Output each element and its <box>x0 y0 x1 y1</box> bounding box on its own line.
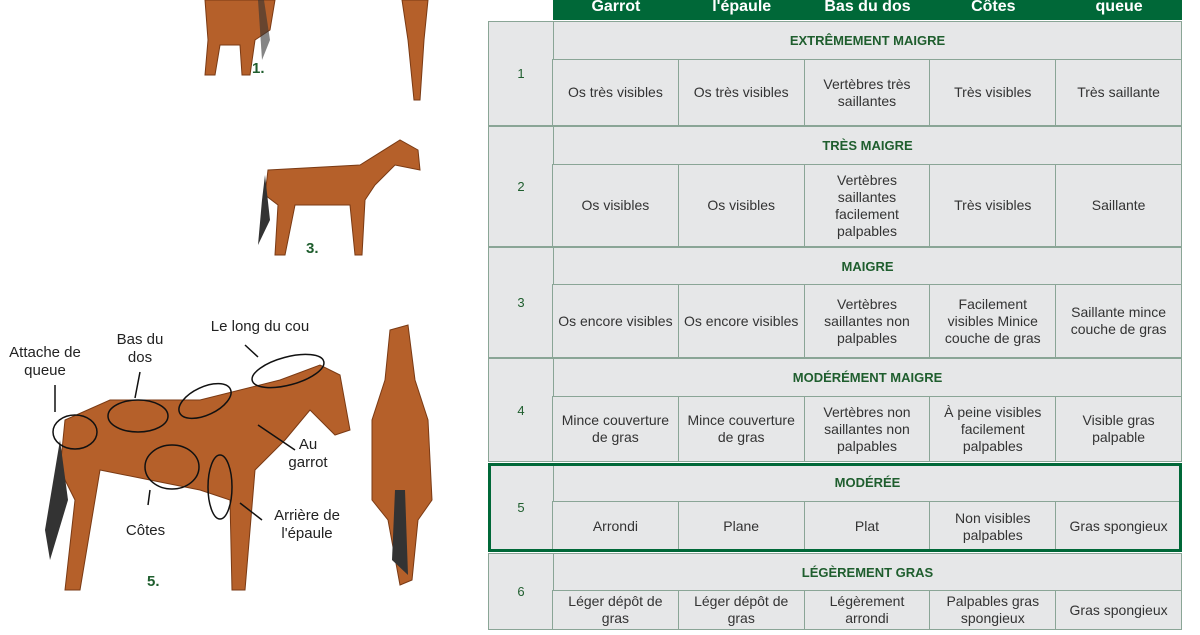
table-cell: Visible gras palpable <box>1055 396 1182 462</box>
table-cell: Léger dépôt de gras <box>552 590 679 630</box>
score-number: 5 <box>488 463 554 552</box>
table-row <box>553 164 1182 247</box>
score-number: 3 <box>488 247 554 358</box>
score-number: 2 <box>488 126 554 247</box>
score-number: 6 <box>488 553 554 630</box>
horse-3-side <box>265 140 420 255</box>
score-title: TRÈS MAIGRE <box>553 126 1182 165</box>
horse-illustrations <box>0 0 480 630</box>
table-cell: Vertèbres non saillantes non palpables <box>804 396 931 462</box>
table-cell: Os encore visibles <box>678 284 805 358</box>
table-cell: Gras spongieux <box>1055 501 1182 552</box>
table-row <box>553 284 1182 358</box>
table-cell: Légèrement arrondi <box>804 590 931 630</box>
horse-drawings <box>0 0 480 630</box>
table-cell: Vertèbres saillantes facilement palpables <box>804 164 931 247</box>
score-number: 4 <box>488 358 554 462</box>
score-title: MAIGRE <box>553 247 1182 285</box>
score-title: MODÉRÉMENT MAIGRE <box>553 358 1182 397</box>
table-row <box>553 590 1182 630</box>
score-title: EXTRÊMEMENT MAIGRE <box>553 21 1182 60</box>
table-cell: Très visibles <box>929 59 1056 126</box>
table-cell: Plat <box>804 501 931 552</box>
label-neck: Le long du cou <box>210 318 310 335</box>
table-row <box>553 396 1182 462</box>
table-cell: Saillante mince couche de gras <box>1055 284 1182 358</box>
table-cell: Non visibles palpables <box>929 501 1056 552</box>
table-row <box>553 501 1182 552</box>
figure-number-1: 1. <box>252 60 265 77</box>
table-cell: Os visibles <box>552 164 679 247</box>
table-cell: Très visibles <box>929 164 1056 247</box>
score-group <box>488 358 1182 462</box>
figure-number-5: 5. <box>147 573 160 590</box>
table-cell: Vertèbres très saillantes <box>804 59 931 126</box>
table-cell: Vertèbres saillantes non palpables <box>804 284 931 358</box>
header-lower-back: Bas du dos <box>824 0 911 15</box>
header-shoulder: l'épaule <box>712 0 772 15</box>
table-cell: Mince couverture de gras <box>678 396 805 462</box>
label-shoulder: Arrière de l'épaule <box>274 507 340 542</box>
table-cell: Palpables gras spongieux <box>929 590 1056 630</box>
score-group <box>488 553 1182 630</box>
horse-5-side <box>60 365 350 590</box>
table-cell: Plane <box>678 501 805 552</box>
table-header <box>553 0 1182 20</box>
table-cell: Os très visibles <box>678 59 805 126</box>
table-cell: Saillante <box>1055 164 1182 247</box>
table-row <box>553 59 1182 126</box>
table-cell: Mince couverture de gras <box>552 396 679 462</box>
score-number: 1 <box>488 21 554 126</box>
label-lower-back: Bas du dos <box>116 331 164 366</box>
score-group <box>488 126 1182 247</box>
table-cell: Léger dépôt de gras <box>678 590 805 630</box>
label-ribs: Côtes <box>125 522 166 539</box>
table-cell: À peine visibles facilement palpables <box>929 396 1056 462</box>
table-cell: Gras spongieux <box>1055 590 1182 630</box>
score-title: LÉGÈREMENT GRAS <box>553 553 1182 591</box>
score-title: MODÉRÉE <box>553 463 1182 502</box>
header-ribs: Côtes <box>971 0 1016 15</box>
score-group <box>488 21 1182 126</box>
table-cell: Os très visibles <box>552 59 679 126</box>
label-withers: Au garrot <box>288 436 328 471</box>
table-cell: Facilement visibles Minice couche de gras <box>929 284 1056 358</box>
score-group <box>488 247 1182 358</box>
table-cell: Très saillante <box>1055 59 1182 126</box>
figure-number-3: 3. <box>306 240 319 257</box>
score-group <box>488 463 1182 552</box>
header-withers: Garrot <box>591 0 641 15</box>
body-condition-table <box>488 0 1182 630</box>
table-cell: Os encore visibles <box>552 284 679 358</box>
table-cell: Os visibles <box>678 164 805 247</box>
header-tail: queue <box>1095 0 1143 15</box>
horse-1-rear <box>402 0 428 100</box>
table-cell: Arrondi <box>552 501 679 552</box>
label-tail: Attache de queue <box>9 344 81 379</box>
